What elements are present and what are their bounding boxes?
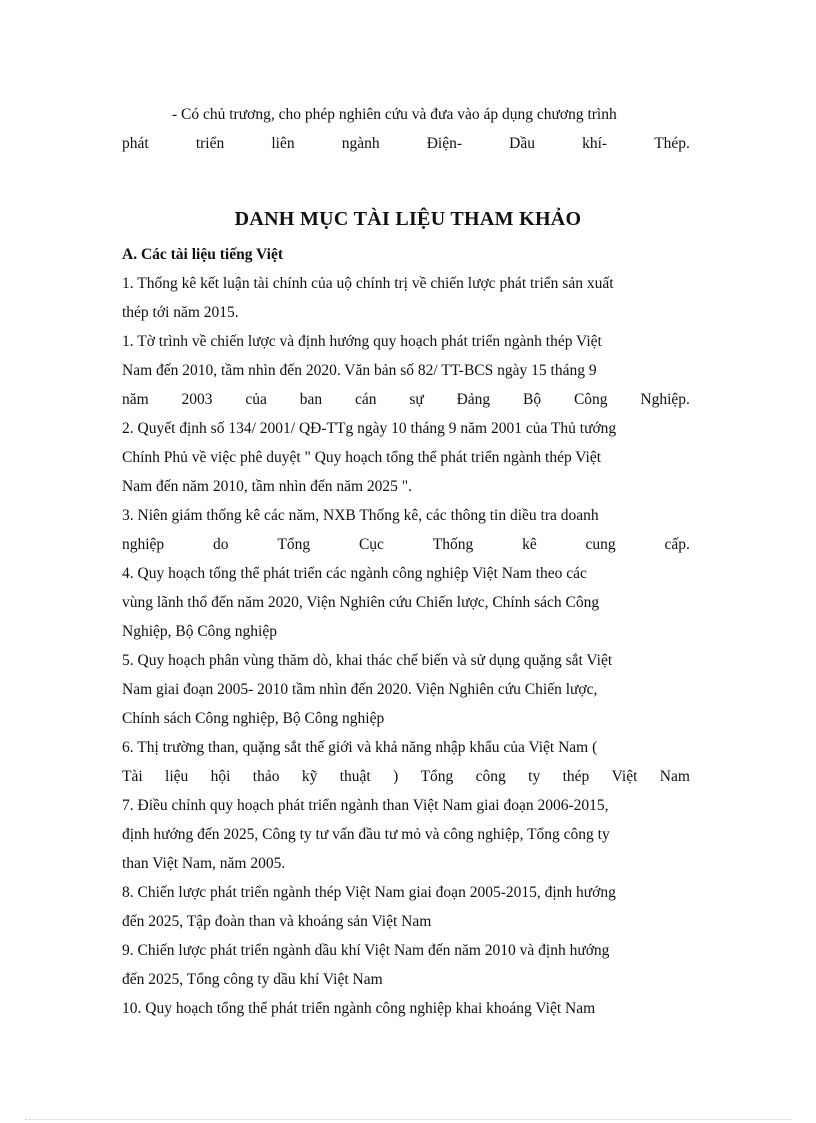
reference-item: 8. Chiến lược phát triển ngành thép Việt Nam giai đoạn 2005-2015, định hướng: [122, 884, 616, 901]
reference-item: Nam đến 2010, tầm nhìn đến 2020. Văn bản số 82/ TT-BCS ngày 15 tháng 9: [122, 362, 597, 379]
justified-word: Điện-: [426, 135, 463, 152]
justified-word: phát: [122, 135, 149, 152]
reference-item: đến 2025, Tập đoàn than và khoáng sản Việt Nam: [122, 913, 432, 930]
justified-word: kỹ: [301, 768, 318, 785]
reference-item: [122, 535, 690, 555]
reference-item: Nghiệp, Bộ Công nghiệp: [122, 623, 277, 640]
justified-word: Đảng: [456, 391, 491, 408]
reference-item: 6. Thị trường than, quặng sắt thế giới và khả năng nhập khẩu của Việt Nam (: [122, 739, 598, 756]
reference-item: Nam giai đoạn 2005- 2010 tầm nhìn đến 2020. Viện Nghiên cứu Chiến lược,: [122, 681, 598, 698]
justified-word: Thống: [432, 536, 474, 553]
justified-word: Tài: [122, 768, 143, 785]
justified-word: cán: [354, 391, 377, 408]
justified-word: cấp.: [664, 536, 690, 553]
reference-item: Chính Phủ về việc phê duyệt " Quy hoạch tổng thể phát triển ngành thép Việt: [122, 449, 602, 466]
section-a-title: A. Các tài liệu tiếng Việt: [122, 246, 284, 263]
justified-word: Thép.: [654, 135, 690, 152]
justified-word: hội: [210, 768, 231, 785]
justified-word: thảo: [252, 768, 280, 785]
justified-word: Dầu: [509, 135, 535, 152]
justified-word: khí-: [582, 135, 608, 152]
reference-item: than Việt Nam, năm 2005.: [122, 855, 286, 872]
justified-word: 2003: [181, 391, 213, 408]
reference-item: 9. Chiến lược phát triển ngành dầu khí Việt Nam đến năm 2010 và định hướng: [122, 942, 610, 959]
justified-word: Công: [573, 391, 608, 408]
reference-item: 2. Quyết định số 134/ 2001/ QĐ-TTg ngày 10 tháng 9 năm 2001 của Thủ tướng: [122, 420, 617, 437]
justified-word: Cục: [358, 536, 384, 553]
justified-word: liệu: [165, 768, 189, 785]
justified-word: Tổng: [420, 768, 454, 785]
justified-word: thuật: [339, 768, 371, 785]
reference-item: 10. Quy hoạch tổng thể phát triển ngành công nghiệp khai khoáng Việt Nam: [122, 1000, 596, 1017]
reference-item: 1. Thống kê kết luận tài chính của uộ chính trị về chiến lược phát triển sản xuất: [122, 275, 614, 292]
justified-word: Tổng: [277, 536, 311, 553]
justified-word: thép: [562, 768, 590, 785]
reference-item: Chính sách Công nghiệp, Bộ Công nghiệp: [122, 710, 385, 727]
reference-item: [122, 390, 690, 410]
intro-line-2: [122, 134, 690, 154]
reference-item: đến 2025, Tổng công ty dầu khí Việt Nam: [122, 971, 383, 988]
reference-item: 5. Quy hoạch phân vùng thăm dò, khai thác chế biến và sử dụng quặng sắt Việt: [122, 652, 613, 669]
reference-item: 7. Điều chỉnh quy hoạch phát triển ngành than Việt Nam giai đoạn 2006-2015,: [122, 797, 609, 814]
justified-word: sự: [409, 391, 424, 408]
justified-word: liên: [271, 135, 295, 152]
reference-item: vùng lãnh thổ đến năm 2020, Viện Nghiên cứu Chiến lược, Chính sách Công: [122, 594, 600, 611]
justified-word: Nghiệp.: [640, 391, 690, 408]
justified-word: nghiệp: [122, 536, 165, 553]
intro-line-1: - Có chủ trương, cho phép nghiên cứu và đưa vào áp dụng chương trình: [172, 106, 617, 123]
reference-item: định hướng đến 2025, Công ty tư vấn đầu tư mỏ và công nghiệp, Tổng công ty: [122, 826, 610, 843]
justified-word: của: [245, 391, 267, 408]
reference-item: [122, 767, 690, 787]
justified-word: triển: [195, 135, 225, 152]
page-title: DANH MỤC TÀI LIỆU THAM KHẢO: [234, 208, 582, 230]
justified-word: cung: [585, 536, 616, 553]
page-bottom-divider: [25, 1119, 791, 1120]
justified-word: ty: [528, 768, 541, 785]
reference-item: 1. Tờ trình về chiến lược và định hướng quy hoạch phát triển ngành thép Việt: [122, 333, 602, 350]
reference-item: 3. Niên giám thống kê các năm, NXB Thống kê, các thông tin diều tra doanh: [122, 507, 599, 524]
justified-word: kê: [522, 536, 537, 553]
justified-word: công: [475, 768, 506, 785]
justified-word: Bộ: [523, 391, 542, 408]
justified-word: ): [393, 768, 399, 785]
justified-word: ban: [299, 391, 323, 408]
reference-item: Nam đến năm 2010, tầm nhìn đến năm 2025 ".: [122, 478, 413, 495]
justified-word: ngành: [341, 135, 380, 152]
justified-word: năm: [122, 391, 149, 408]
reference-item: thép tới năm 2015.: [122, 304, 239, 321]
justified-word: Nam: [659, 768, 690, 785]
justified-word: do: [213, 536, 229, 553]
justified-word: Việt: [611, 768, 638, 785]
reference-item: 4. Quy hoạch tổng thể phát triển các ngành công nghiệp Việt Nam theo các: [122, 565, 587, 582]
